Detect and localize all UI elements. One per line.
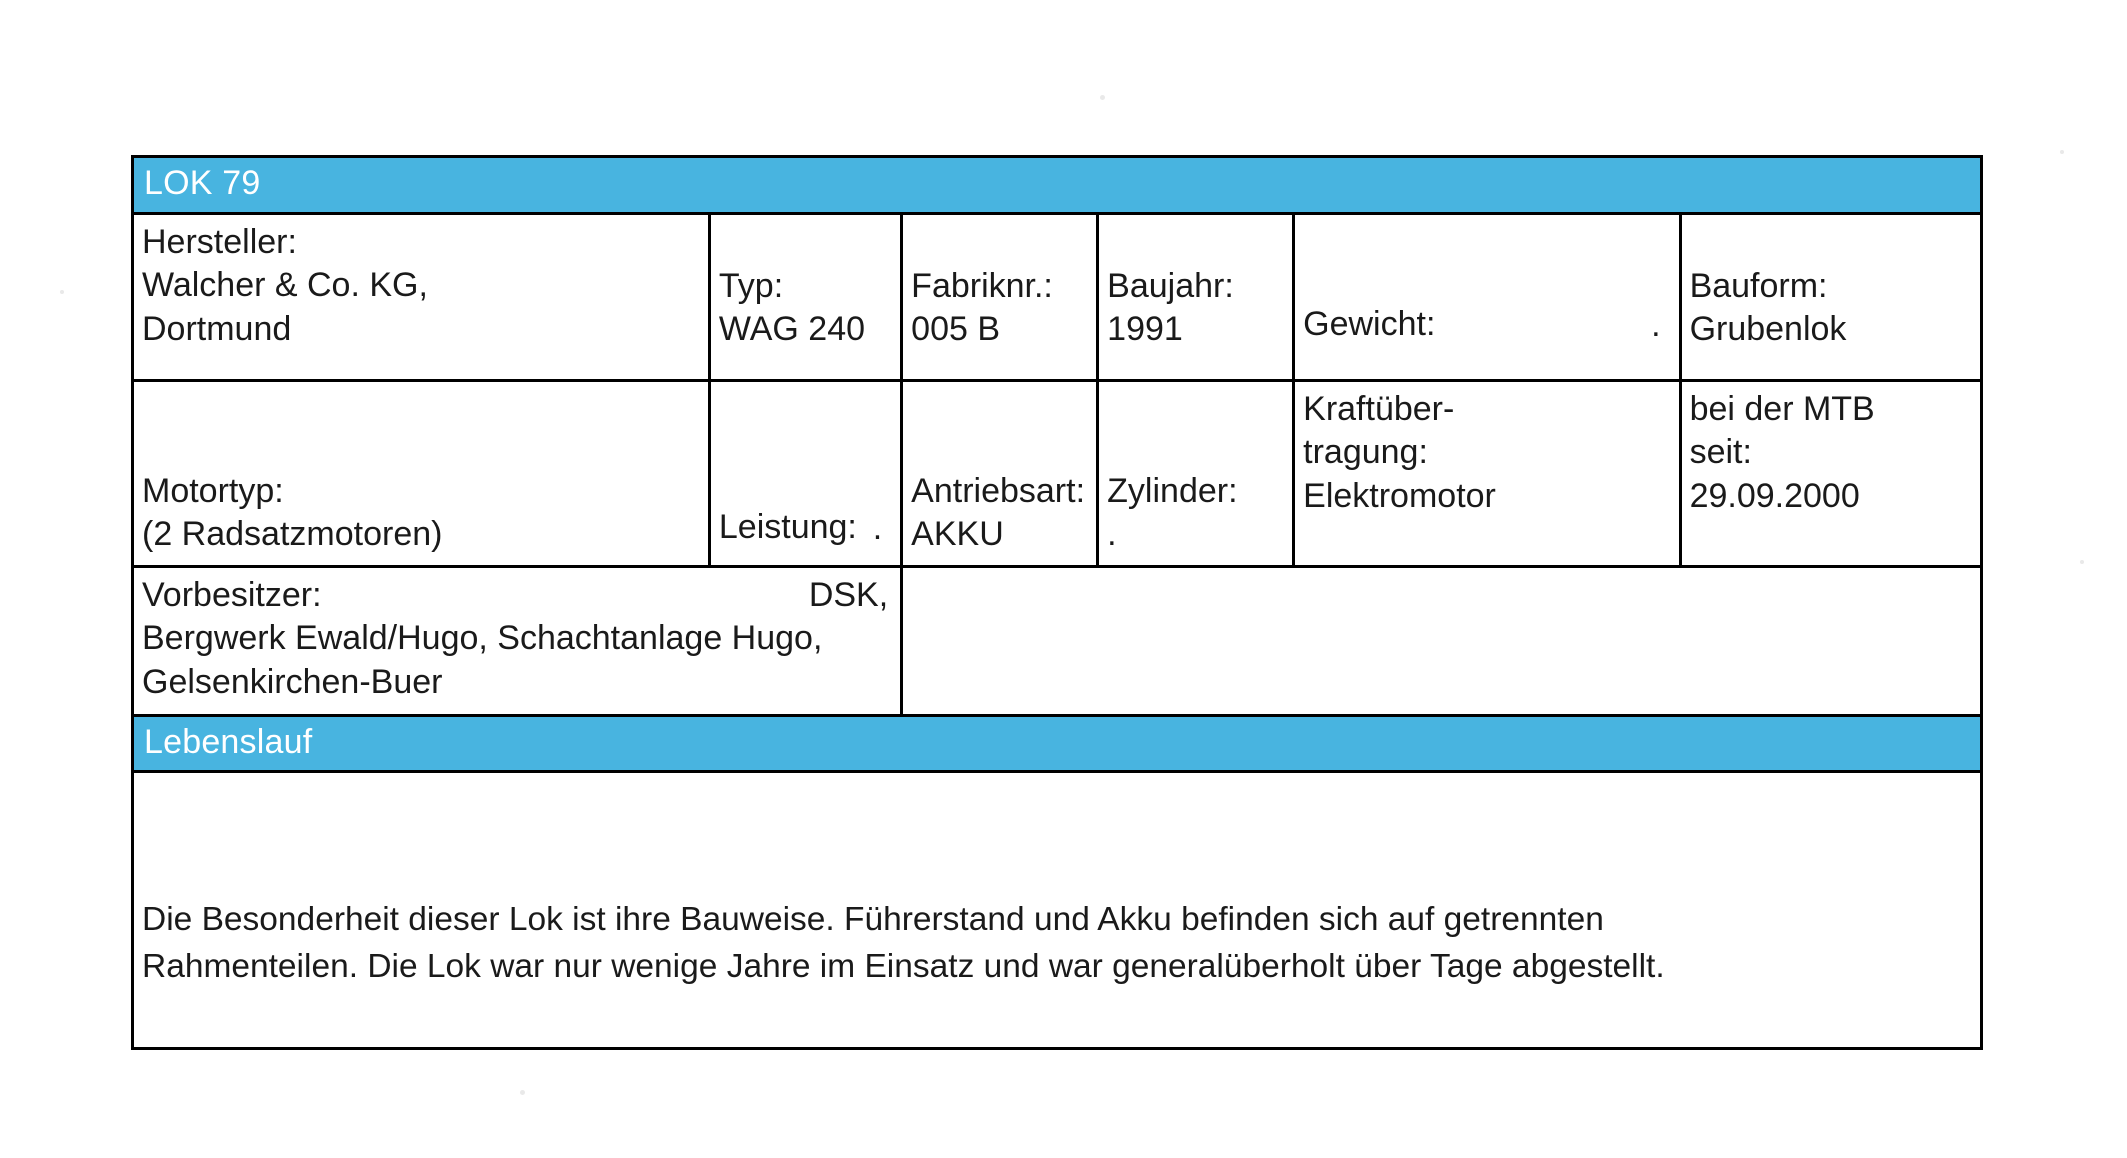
- table-row-title: [133, 157, 1982, 214]
- hersteller-value-line2: Dortmund: [142, 309, 292, 348]
- lok-data-table: [131, 155, 1983, 1050]
- table-row-lebenslauf-body: [133, 772, 1982, 1049]
- kraftuebertragung-label-line2: tragung:: [1303, 433, 1428, 472]
- vorbesitzer-value-line2: Bergwerk Ewald/Hugo, Schachtanlage Hugo,: [142, 619, 823, 658]
- cell-fabriknr: [902, 213, 1098, 380]
- table-row-lebenslauf-title: [133, 715, 1982, 772]
- typ-value: WAG 240: [718, 310, 866, 349]
- lok-datasheet: [131, 155, 1983, 1050]
- cell-leistung: [709, 380, 901, 566]
- cell-vorbesitzer-empty: [902, 566, 1982, 715]
- table-row-vorbesitzer: [133, 566, 1982, 715]
- cell-motortyp: [133, 380, 710, 566]
- cell-zylinder: [1098, 380, 1294, 566]
- scan-speck: [520, 1090, 525, 1095]
- vorbesitzer-value-line3: Gelsenkirchen-Buer: [142, 662, 443, 701]
- cell-antriebsart: [902, 380, 1098, 566]
- antriebsart-label: Antriebsart:: [911, 471, 1086, 510]
- table-row-specs-2: [133, 380, 1982, 566]
- motortyp-value: (2 Radsatzmotoren): [142, 515, 443, 554]
- leistung-label: Leistung:: [718, 507, 857, 546]
- fabriknr-value: 005 B: [911, 310, 1001, 349]
- scan-speck: [60, 290, 64, 294]
- cell-gewicht: [1294, 213, 1680, 380]
- mtb-label-line2: seit:: [1689, 433, 1752, 472]
- lok-title: LOK 79: [133, 157, 1982, 214]
- antriebsart-value: AKKU: [911, 515, 1004, 554]
- scan-speck: [2080, 560, 2084, 564]
- cell-lebenslauf-text: [133, 772, 1982, 1049]
- bauform-label: Bauform:: [1689, 266, 1828, 305]
- cell-mtb-seit: [1680, 380, 1981, 566]
- fabriknr-label: Fabriknr.:: [911, 266, 1053, 305]
- cell-typ: [709, 213, 901, 380]
- cell-kraftuebertragung: [1294, 380, 1680, 566]
- kraftuebertragung-value: Elektromotor: [1303, 476, 1496, 515]
- lebenslauf-text-line1: Die Besonderheit dieser Lok ist ihre Bauweise. Führerstand und Akku befinden sich auf getrennten: [142, 901, 1604, 939]
- vorbesitzer-value-line1: DSK,: [808, 575, 889, 614]
- vorbesitzer-label: Vorbesitzer:: [142, 575, 322, 614]
- gewicht-value: .: [1651, 306, 1661, 345]
- cell-baujahr: [1098, 213, 1294, 380]
- hersteller-value-line1: Walcher & Co. KG,: [142, 266, 428, 305]
- zylinder-label: Zylinder:: [1107, 471, 1238, 510]
- baujahr-value: 1991: [1107, 310, 1183, 349]
- table-row-specs-1: [133, 213, 1982, 380]
- hersteller-label: Hersteller:: [142, 222, 297, 261]
- typ-label: Typ:: [718, 266, 784, 305]
- lebenslauf-title: Lebenslauf: [133, 715, 1982, 772]
- kraftuebertragung-label-line1: Kraftüber-: [1303, 389, 1455, 428]
- leistung-value: .: [872, 509, 883, 548]
- cell-bauform: [1680, 213, 1981, 380]
- cell-vorbesitzer: [133, 566, 902, 715]
- scan-speck: [2060, 150, 2064, 154]
- motortyp-label: Motortyp:: [142, 471, 284, 510]
- zylinder-value: .: [1107, 515, 1117, 554]
- lebenslauf-text-line2: Rahmenteilen. Die Lok war nur wenige Jahre im Einsatz und war generalüberholt über Tage abgestellt.: [142, 947, 1665, 985]
- gewicht-label: Gewicht:: [1303, 304, 1436, 343]
- baujahr-label: Baujahr:: [1107, 266, 1234, 305]
- mtb-value: 29.09.2000: [1689, 476, 1860, 515]
- mtb-label-line1: bei der MTB: [1689, 389, 1875, 428]
- lebenslauf-blank-space: [142, 779, 1972, 897]
- cell-hersteller: [133, 213, 710, 380]
- bauform-value: Grubenlok: [1689, 310, 1847, 349]
- scan-speck: [1100, 95, 1105, 100]
